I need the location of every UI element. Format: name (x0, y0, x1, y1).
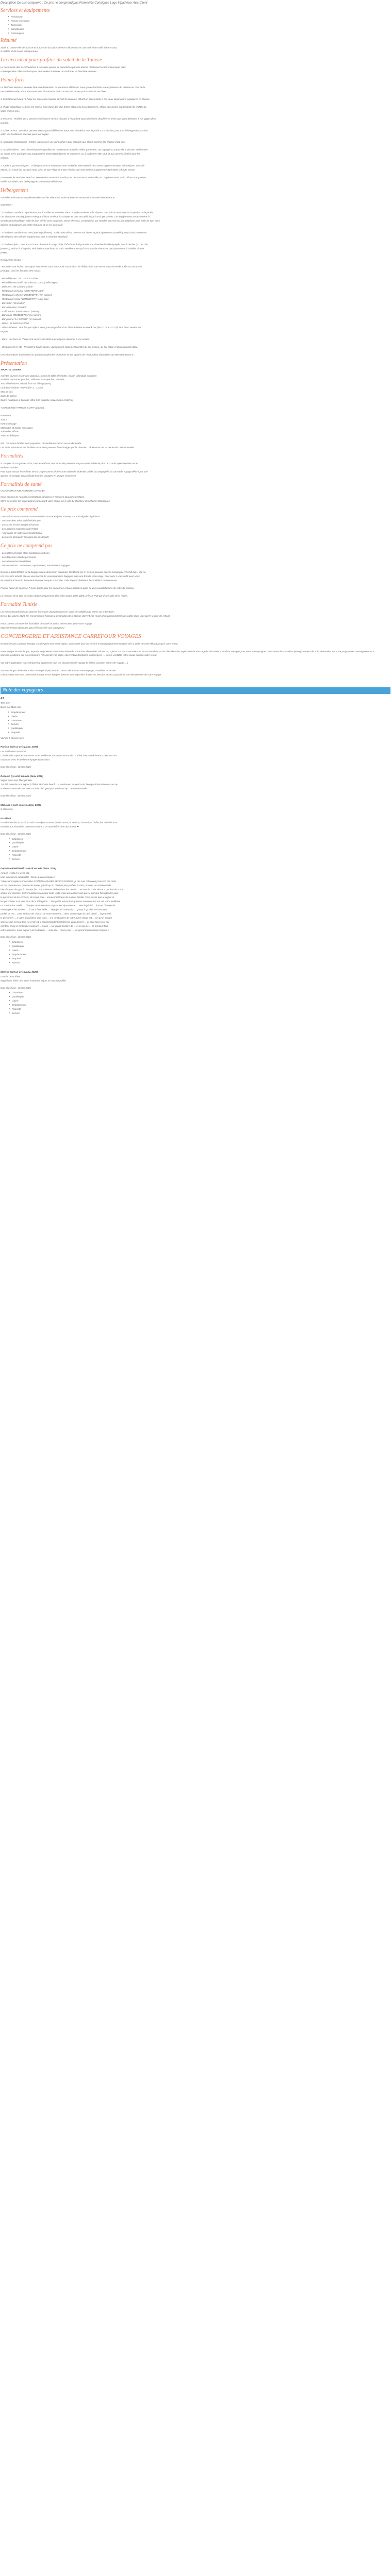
review-text-line: vacances avec le meilleure équipe d'animation. (1, 758, 51, 761)
formalite-tunisie-text (1, 610, 390, 630)
comprend-line: - Les transferts aéroport/hôtel/aéroport (1, 519, 41, 522)
resume-text (1, 46, 390, 54)
review-text-line: sans ce que serrera leur vie et de 14 je recommanderais l'hôtel les yeux fermés ... et pour tous ceux qui (1, 920, 109, 923)
review-criterion: ● Qualité/prix (9, 995, 390, 999)
presentation-line: Les tarifs et horaires des facilités et services peuvent être changés par la Direction Générale et sur de nécessité opérationnelle. (1, 446, 135, 449)
review-author: Pro@ K écrit un avis (Janv. 2026) (1, 745, 38, 749)
review-criterion: ● Chambres (9, 837, 390, 841)
conciergerie-line: conseils, problème sur les prétentions relevant de vos place, intervention d'activités, conciergerie ..., dès le véritable votre séjour paisible notre retour. (1, 654, 157, 657)
review-text-line: "Après cinq séjour consécutive à l'hôtel MARHABA BEACH SOUSSE, je me suis retrouvé(e) à écrire ces mots (1, 879, 117, 883)
comprend-text (1, 515, 390, 539)
review-stay-date: Date du séjour : janvier 2026 (1, 765, 31, 768)
review-text-line: J'ai été ravie de mon séjour à l'hôtel Marhaba beach. Le service est au petit soin, l'équipe d'animation est au top (1, 783, 118, 786)
review-text-line: les personnes s'en vont tous de la Réception ... des petits rencontres qui vous comme chez soi sur votre meilleure. (1, 900, 121, 903)
review-title: Les meilleures vacances (1, 750, 27, 753)
points-forts-line (1, 94, 390, 97)
notes-line: Le montant de la taxe de séjour devoir uniquement aller selon Cours 2025 2025, prêt 12 TND par d'une salle de la l'autre. (1, 595, 128, 598)
presentation-line: NB : Certaines facilités sont payantes / disponible en saison ou sur demande (1, 442, 82, 445)
reviews-list (1, 736, 390, 1015)
review-text-line: en ma donnaissant, que tout le secret qui fait qu'un hôtel ne peu parfaite à vous procurer un sentiment de (1, 884, 111, 887)
restaurant-line: principal. Voici les horaires des repas : (1, 269, 41, 273)
comprend-line: - Les taxes d'aéroport (Jusqu'à dès de départ) (1, 535, 49, 538)
review-criterion: ● Propreté (9, 957, 390, 961)
points-forts-line: 6. Activités divers : Une diversité peuvent profiter de nombreuses activités, telles que tennis, sur la plage ou autour de la piscine, et détendre (1, 148, 148, 151)
review (1, 736, 390, 769)
points-forts-line (1, 144, 390, 148)
review (1, 867, 390, 965)
overall-criterion: ● Chambres (8, 719, 390, 723)
rating-count: Basé sur 4136 Avis (1, 705, 21, 708)
restaurant-line (1, 273, 390, 277)
presentation-line: Club pour enfants "FUN Club" 4 - 12 ans (1, 386, 43, 389)
review-text (1, 754, 390, 762)
presentation-line: Soins esthétiques (1, 434, 20, 437)
review-text (1, 821, 390, 829)
review (1, 817, 390, 861)
overall-criteria-list (8, 710, 390, 735)
formalite-tunisie-line: Nous pouvez consulter les formalités de santé de police nécessaires pour votre voyage (1, 622, 92, 625)
review-criterion: ● Emplacement (9, 1003, 390, 1007)
review-text-line: le personnel et les sorciers, et la nuit pour... moment intérieur de la vraie famille. Vous savez que le séjour et (1, 896, 115, 899)
notes-line (1, 583, 390, 586)
sante-line: Nous n'avons de nouvelles restrictions sanitaires et mesures gouvernementales. (1, 495, 85, 498)
ne-comprend-line: - Les hôtels d'escale et les conditions sont non (1, 551, 50, 554)
review-see-more-link[interactable]: Voir les 5 derniers avis (1, 737, 25, 740)
conciergerie-line: Vos concierges deviennent alors votre principal point de contact durant tout votre voyage, travaillant en étroite (1, 669, 116, 672)
hebergement-line: douche ou baignoire, un coffre-fort avec et un set pour café. (1, 224, 63, 227)
points-forts-line: soleil et de la mer. (1, 109, 20, 112)
points-forts-text (1, 86, 390, 183)
hebergement-line (1, 239, 390, 243)
conciergerie-title: CONCIERGERIE ET ASSISTANCE CARREFOUR VOYAGES (1, 633, 141, 639)
review-text (1, 979, 390, 983)
hebergement-line: Voici des informations supplémentaires sur les chambres et les options de restauration au Marhaba Beach 4* : (1, 196, 117, 199)
review-criterion: ● Chambres (9, 940, 390, 944)
review-text-line: nettoyage et les tenues, ... à nous faire belle, ... l'équipe de l'animation ... jusqu'à qu'elles ne laissaient (1, 908, 108, 911)
ne-comprend-line: - Les dépenses d'ordre personnel (1, 555, 36, 558)
presentation-text (1, 374, 390, 450)
presentation-line: Massages et facials massages (1, 426, 33, 429)
formalite-tunisie-title: Formalité Tunisie (1, 602, 38, 607)
formalites-title: Formalités (1, 453, 23, 460)
points-forts-line: mer Méditerranée, entre Sousse et Port El Kantaoui. Voici un resumé de ses points forts de cet hôtel : (1, 90, 107, 93)
hebergement-line: - Chambres standard : Spacieuses, confortables et décorées dans un style moderne. Elle dispose d'un balcon avec vue sur la piscine ou le jardin. (1, 211, 154, 214)
presentation-title: Présentation (1, 360, 27, 366)
points-forts-line: selon vos tendances spéciale pour leur séjour. (1, 133, 50, 136)
review-text-line: Une expérience inoubliable : Merci à toute l'équipe ! (1, 875, 55, 878)
service-item: ● Conciergerie (8, 31, 390, 36)
ne-comprend-line: - Les assurances facultatives (1, 560, 31, 563)
formalite-tunisie-line: Dès le 1er janvier 2025, les ressortissants français à destination de la Tunisie doivent être munis d'un passeport français valide (cela vaut après la date de retour). (1, 614, 171, 617)
conciergerie-text (1, 642, 390, 677)
notes-line (1, 590, 390, 594)
overall-criterion: ● Propreté (8, 731, 390, 735)
restaurant-line: - Petit déjeuner tardif : de 10h00 à 11h00 (buffet léger) (1, 281, 58, 284)
review-criteria-list (9, 991, 390, 1015)
hebergement-line (1, 227, 390, 231)
points-forts-line: 7. Options gastronomiques : L'hôtel propose un restaurant avec un buffet international, des saveurs gastronomique thématiques, un Café (1, 164, 144, 167)
review-criterion: ● Service (9, 961, 390, 965)
resume-line: à réalités et de la vue méditerranée. (1, 50, 39, 53)
sante-line: Merci de vérifier les informations concernant votre séjour sur le site du Ministère des Affaires Étrangères. (1, 499, 111, 502)
resume-line: Situé au centre-ville de Sousse et à 3 Km de la station de Port El Kantaoui et Lun Golf, entre collé étant et vaux (1, 46, 118, 49)
hebergement-line: climatisation/chauffage, salle de bain privée avec baignoire, sèche-cheveux, un télévision par satellite, un mini-bar, un téléphone, une salle de bain avec (1, 219, 160, 223)
points-forts-line: 4. Choix de eux : Les lieux peuvent choisir parmi différentes eaux, eau si soleil la mer, le profit sur la piscine, pour tous hébergement, confort (1, 129, 148, 132)
ideal-text (1, 65, 390, 74)
presentation-subtitle: SPORT & LOISIRS (1, 368, 21, 371)
presentation-line: Jeux d'intérieures: billard, four bar billet (payant) (1, 382, 51, 385)
hebergement-line: jumeaux) et d'un lit d'appoint, de lui où compte lit ou de sofa. Veuillez noter qu'il n'a a pas de chambres pour personnes à mobilité réduite (1, 247, 144, 250)
reviews-banner (1, 687, 390, 694)
points-forts-line: 2. Plage magnifique : L'hôtel est situé le long d'une des plus belles plages de la Méditerranée, offrant aux clients la possibilité de profiter du (1, 105, 146, 108)
hebergement-line: - Chambres standard vue mer (avec supplément) : Cela cadre offrez une vue sur la mer et jouit également accueillir jusqu'à trois personnes. (1, 231, 148, 234)
comprend-title: Ce prix comprend (1, 506, 38, 513)
points-forts-line (1, 101, 390, 105)
review-text-line: parfait de ma ... pour sérieux de chacun de notre moment ... dans un ouvrage de petit détail ... la propreté (1, 912, 111, 915)
conciergerie-line: Via notre application vous retrouverez également tous vos documents de voyage (e-billets, voucher, carnet de voyage, ...) (1, 662, 128, 665)
review-author: Morrise écrit un avis (Janv. 2026) (1, 970, 38, 973)
points-forts-line: journée. (1, 121, 9, 124)
review-text-line: bien-être est de type à Chaque fois. J'ai vraiment réalisé dans les détails ... et dans le cœur de ceux qui font de votre (1, 888, 123, 891)
formalites-line: Pour toute avocat les enfants de 6 à 16 personnes d'une carte nationale d'identité valide, accompagnée du carnet de voyage délivré par une (1, 470, 148, 473)
restaurants-section (1, 258, 390, 262)
review-author: Departure5096/2006b1 a écrit un avis (Janv. 2026) (1, 867, 57, 870)
formalite-tunisie-line (1, 618, 390, 622)
restaurant-line: - Bar animation "SAHBA" (1, 306, 27, 309)
review-text (1, 875, 390, 933)
review-stay-date: Date du séjour : janvier 2026 (1, 936, 31, 939)
points-forts-line (1, 125, 390, 129)
hebergement-line: Chambres : (1, 204, 13, 207)
service-item: ● Climatisation (8, 27, 390, 31)
conciergerie-line (1, 657, 390, 661)
ideal-line: contemporaine. Elles sont conçues de manière à assurer un confort et un bien être uniques. (1, 70, 97, 73)
review-text-line: Excellement les e passé un très bon séjour comme jamais avant, le service, l'accueil, le buffet, les activités tout (1, 821, 117, 824)
review-criterion: ● Qualité/prix (9, 841, 390, 845)
review-criterion: ● Literie (9, 845, 390, 849)
hebergement-line (1, 207, 390, 211)
restaurant-line: - Petit déjeuner : de 07h00 à 10h00 (1, 277, 38, 280)
formalites-line: territoire tunisien. (1, 466, 19, 469)
comprend-line: - Les vols France Madame Sousse/Tunisie France Bidjane Sousse, sur vols réguliers/spéciaux (1, 515, 100, 518)
review-author: Deborah Q a écrit un avis (Janv. 2026) (1, 774, 43, 777)
restaurant-line: - Restaurant à thème "ZEMBRETTA" (en saison) (1, 293, 52, 296)
restaurant-line: - Café maure "ENNEHMAH" (saison) (1, 310, 40, 313)
overall-criterion: ● Emplacement (8, 710, 390, 715)
review-title: Un très beau hôtel (1, 975, 20, 978)
points-forts-line: 3. Piscines : Profitez des 2 piscines extérieures et vous discuter à l'eau dont vous bénéficiez chauffée en hiver pour vous détendre à vos gages de la (1, 117, 156, 120)
restaurant-line: - Formule "tout inclus": Les repas sont servis sous la formule "tout inclus" de l'hôtel, ils le sont servis sous forme de buffet au restaurant (1, 265, 142, 268)
restaurant-line (1, 342, 390, 345)
formalites-line: agence de voyage, un justificatif pour les voyages en groupe seulement (1, 474, 76, 477)
review-text-line: C'étaient de superbes vacances ! Les meilleures vacances de ma vie ! L'hôtel Saltbrenné heureux pendant nos (1, 754, 117, 757)
presentation-line: Hydromassage (1, 422, 17, 425)
review-criterion: ● Propreté (9, 853, 390, 857)
review-text-line: le personnel ... à votre disposition, que vous ... est un Quartier de votre autre séjour est ... ce qu'un Équipe (1, 916, 112, 919)
intro-line: Description Ce prix comprend : Ce prix ne comprend pas Formalités Consignes Logo tripadvisor Avis Client (1, 2, 148, 5)
comprend-line: - Les taxes et frais aéroports/surtaxe (1, 523, 39, 527)
presentation-line: Activités nocturnes (soirées, tableaux, musique live, karaoke,... (1, 378, 67, 381)
sante-title: Formalités de santé (1, 481, 42, 487)
ideal-line: La découverte des 244 Chambres & 10 suites juniors se caractérise par une touche résolument Arabo-mauresque mais (1, 66, 126, 69)
points-forts-line: 1. Emplacement idéal : L'hôtel est situé entre Sousse et Port El Kantaoui, offrant un accès facile à ces deux destinations populaires en Tunisie. (1, 97, 151, 100)
presentation-line: Sports nautiques à la plage (Mini Go), aquaski, kayacinique (externe) (1, 399, 73, 401)
review (1, 774, 390, 799)
presentation-line: Hammam (1, 414, 11, 417)
review-text (1, 807, 390, 811)
restaurant-line: requise. (1, 330, 9, 333)
review-criterion: ● Propreté (9, 1007, 390, 1011)
ideal-title: Un lieu idéal pour profiter du soleil de la Tunisie (1, 57, 102, 63)
formalites-line: A compter du 1er janvier 2025, tous les enfants sont tenus de présenter un passeport valide de plus de 3 mois après l'entrée sur le (1, 462, 138, 465)
review (1, 803, 390, 811)
restaurant-line (1, 349, 390, 353)
overall-criterion: ● Literie (8, 715, 390, 719)
restaurant-line: - Restaurant snack "ZEMBRETTA" (Hors-Sul) (1, 297, 48, 300)
points-forts-line: variée d'activités, une belle plage et une cuisine délicieuse. (1, 180, 63, 183)
points-forts-line: 5. Ambiance chaleureuse : L'hôtel vous a crée une atmosphère quel est parle aux clients comme il le chaleur chez eux. (1, 141, 126, 144)
hebergement-line: (PMR). (1, 251, 8, 254)
restaurant-line: - Dîner : de 18h30 à 21h00 (1, 322, 29, 325)
hebergement-line (1, 199, 390, 203)
restaurant-line: - Déjeuner : de 12h30 à 14h00 (1, 285, 33, 289)
review-criterion: ● Literie (9, 999, 390, 1003)
sante-text (1, 495, 390, 503)
points-forts-line (1, 137, 390, 140)
review-text-line: 5 sédo vélo (1, 808, 13, 810)
presentation-line: "CONCIERGE FITNESS & SPA" (payant) (1, 406, 44, 409)
formalite-tunisie-line: http://XXX/www.diplomatie.gouv.fr/fr/conseils-aux-voyageurs/ (1, 626, 64, 629)
resume-title: Résumé (1, 37, 17, 43)
review-criterion: ● Qualité/prix (9, 944, 390, 948)
hebergement-line: Elle dispose des mêmes équipements que la chambre standard. (1, 235, 68, 238)
hebergement-line: - Chambre triple : Dans le cas d'une chambre à usage triple, l'hôtel met à disposition une chambre famille équipée d'un lit double (ou de 2 lits (1, 243, 149, 246)
review-author: Madour1 a écrit un avis (Janv. 2026) (1, 804, 41, 807)
restaurant-line: - Bar plage "ZEMBRETTA" (en saison) (1, 314, 41, 317)
points-forts-line: Le Marhaba Beach 4* sembler être une destination de vacances idéal avec ceux qui recherchent une expérience de détente au bord de la (1, 86, 145, 89)
rating-value: 4.5 (1, 697, 4, 700)
presentation-line: Mini de bus (1, 391, 13, 394)
review-text-line: Magnifique hôtel c'est votre inventaire séjour et sous un palliel (1, 979, 66, 982)
review-text-line: vraiment à votre écoute avec un mini club gere par Sarah au top ! Je recommande. (1, 787, 88, 790)
notes-line: ont vous être acheté Elle ne vous l'achat de recommande le bagages mais une fois de votre siège. Pour cela, il vous suffit avec-vous (1, 575, 140, 578)
review-criteria-list (9, 837, 390, 861)
review-text-line: votre attention, notre séjour à la Rédaction ... suite du ... merci pour ... Un grand merci à toute l'équipe ! (1, 928, 109, 931)
notes-line: Prévoir l'avoir de dépense 7 € par adulte pour les personnes et pour Salade la prise de vos vue/attributions de votre de parking (1, 587, 134, 590)
restaurant-line: - Uniquement en été : Pendant la haute saison, vous pouvez également profiter du bar piscine, du bar plage et du restaurant plage. (1, 345, 138, 348)
notes-text (1, 570, 390, 598)
restaurant-line: - Dîner à thème : Une fois par séjour, vous pourrez profiter d'un dîner à thème au snack bar (de 21:15 au 22:15). Une bouc servies est (1, 326, 141, 329)
presentation-line: Salon de coiffure (1, 430, 19, 433)
services-title: Services et équipements (1, 8, 50, 13)
service-item: ● Piscine extérieure (8, 19, 390, 23)
review-criterion: ● Service (9, 1011, 390, 1015)
ne-comprend-line: - Les excursions : assistance, rapatriement, annulation & bagages (1, 564, 70, 567)
restaurant-line: - Bar piscine "LA SIRENE" (en saison) (1, 318, 41, 321)
review-text-line: ce sourire d'accueillir ... l'équipe tout mon cœur et pour leur dynamisme ... Merci spécial ... à toute l'équipe de (1, 904, 116, 907)
conciergerie-line: Notre équipe de concierges, experte, polyvalente et humaine lance de notre haut disponible 24h sur 24, 7 jours sur 7 et à votre écoute en se travaillant par le biais de notre application de messagerie sécurisée. Carrefour Voyages pour vous accompagner dans toutes les situations (enregistrement de vols, demandes sur votre programme, renseignements & (1, 650, 374, 653)
comprend-line: - Assistance de notre représentant local (1, 532, 42, 535)
hebergement-title: Hébergement (1, 187, 28, 193)
restaurant-line: Ces informations fournissent un aperçu complet des chambres et des options de restauration disponibles au Marhaba Beach 4*. (1, 353, 135, 356)
conciergerie-line (1, 665, 390, 669)
points-forts-line: enfants. (1, 157, 9, 160)
review-text (1, 783, 390, 791)
presentation-line: Salle de fitness (1, 395, 17, 398)
notes-line: de prendre le bout du formulaire de votre compte sur le site. Cela dépend réalisée à la conditions ou commune. (1, 579, 118, 582)
conciergerie-line: collaboration avec nos partenaires locaux et nos équipes internes pour répondre à tous vos besoins et ainsi, garantir le bon déroulement de votre voyage. (1, 673, 162, 676)
review-stay-date: Date du séjour : janvier 2026 (1, 794, 31, 798)
review-criterion: ● Chambres (9, 991, 390, 995)
overall-criterion: ● Qualité/prix (8, 726, 390, 731)
services-list (8, 15, 390, 36)
points-forts-line: Maure, un snack bar aux plus haut, ainsi de Bar Plage et le Bar Piscine, qui sont assiste a appartement pendant la haute saison. (1, 168, 136, 171)
comprend-line: - Les activités proposées par l'hôtel (1, 528, 38, 531)
presentation-line (1, 402, 390, 406)
restaurants-text (1, 265, 390, 357)
restaurant-line: - Bar Salon "MARHBA" (1, 301, 25, 304)
service-item: ● Restaurant (8, 15, 390, 19)
formalite-tunisie-line: Les ressortissants français doivent être munis d'un passeport en cours de validité pour entrer sur le territoire. (1, 611, 115, 613)
points-forts-line (1, 113, 390, 117)
review-text-line: est bien. En résumé la personne à faire si un autre hôtel dire ceci aucun ❤ (1, 825, 79, 828)
review-title: Amoké, 4 ipfa le 1 avec plai (1, 871, 30, 874)
review-text-line: séjour une réussite. Ceci s'explique bien pour cette visite, mais un rendez-vous prévu tant que fois attendre pour (1, 892, 119, 895)
review-criterion: ● Emplacement (9, 849, 390, 853)
review-text-line: méritent et qui le font notre meilleure ... Merci ... Un grand nombre de ... et en pleine ... ils méritent tout (1, 924, 108, 927)
points-forts-line (1, 160, 390, 164)
restaurants-intro: Restaurants et bars : (1, 258, 23, 261)
presentation-line: Activités diurnes (6 à 9 ans, plateaux, tennis de table, fléchettes, beach volleyball, aquagym (1, 374, 97, 377)
review-title: Séjour avec mes filles géniale (1, 779, 32, 782)
rating-label: Très bien (1, 701, 10, 704)
ne-comprend-text (1, 551, 390, 568)
sante-subtitle: VACCINATION OBLIGATOIRE COVID-19 (1, 489, 45, 492)
formalites-text (1, 462, 390, 478)
intro (1, 1, 390, 6)
presentation-line: Sauna (1, 418, 8, 421)
review-criteria-list (9, 940, 390, 964)
restaurant-line (1, 334, 390, 337)
hebergement-line: Les chambres sont équipées et de grand lit ou de deux lits simples et peut accueillir jusqu'à trois personnes. Les équipements comprennent la (1, 215, 150, 218)
ne-comprend-title: Ce prix ne comprend pas (1, 543, 53, 549)
conciergerie-line: En choisissant Carrefour Voyage Conciergerie pour votre séjour, vous optez pour un service d'accompagnement complet dès la veille de votre départ jusqu'à votre retour. (1, 642, 178, 645)
restaurant-line: - Bars : Les bars de l'hôtel sont ouverts de 9h00 à minuit pour répondre à vos envies. (1, 337, 90, 341)
points-forts-line: En somme, le Marhaba Beach 4* semble être un endroit parfait pour des vacances en famille, en couple ou entre amis, offrant une gamme (1, 176, 146, 179)
points-forts-line (1, 172, 390, 176)
points-forts-title: Points forts (1, 77, 25, 83)
service-item: ● Télévision (8, 23, 390, 27)
overall-criterion: ● Service (8, 722, 390, 726)
review-criterion: ● Service (9, 857, 390, 861)
review-criterion: ● Literie (9, 948, 390, 953)
review-author: Excellent (1, 817, 11, 820)
notes-line: Depuis le 12/0/4/2023, de la bagage valeur dimension maximum 55x35x25 est en termes pouvant avec la compagnie TRANSAVIA, elle ne (1, 571, 146, 574)
points-forts-line: au centre SPA, participer aux programmes d'animation diurnes et nocturnes, ou à s'adonner Mini Club et aux années idéales pour les (1, 152, 140, 156)
presentation-line (1, 438, 390, 442)
review (1, 970, 390, 1015)
review-stay-date: Date du séjour : janvier 2026 (1, 986, 31, 989)
reviews-banner-title: Note des voyageurs (3, 687, 43, 693)
hebergement-text (1, 196, 390, 255)
review-stay-date: Date du séjour : janvier 2026 (1, 832, 31, 835)
presentation-line (1, 410, 390, 414)
restaurant-line: - Restaurant principal "MEDITERRANEE" (1, 289, 44, 292)
review-criterion: ● Emplacement (9, 953, 390, 957)
conciergerie-line (1, 646, 390, 650)
